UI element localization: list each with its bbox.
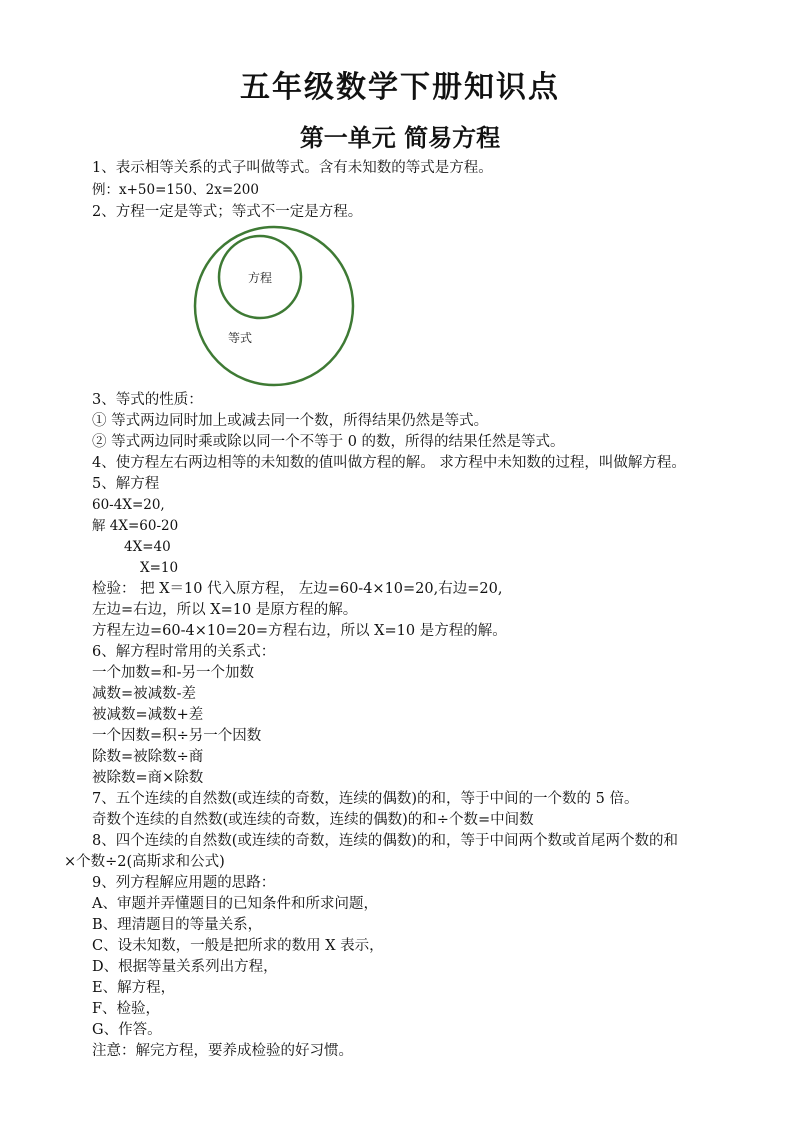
text-line: B、理清题目的等量关系， xyxy=(92,917,263,933)
text-line: 奇数个连续的自然数(或连续的奇数，连续的偶数)的和÷个数=中间数 xyxy=(92,812,534,828)
text-line: G、作答。 xyxy=(92,1022,162,1038)
text-line: 5、解方程 xyxy=(92,476,160,492)
text-line: 被减数=减数+差 xyxy=(92,707,204,723)
inner-circle-label: 方程 xyxy=(247,271,273,285)
document-title: 五年级数学下册知识点 xyxy=(240,70,560,105)
text-line: 4X=40 xyxy=(124,539,171,555)
text-line: 解 4X=60-20 xyxy=(92,518,179,534)
text-line: 60-4X=20, xyxy=(92,497,165,513)
text-line: ① 等式两边同时加上或减去同一个数，所得结果仍然是等式。 xyxy=(92,413,489,429)
text-line: 8、四个连续的自然数(或连续的奇数，连续的偶数)的和，等于中间两个数或首尾两个数的和 xyxy=(92,833,679,849)
text-line: E、解方程， xyxy=(92,980,176,996)
text-line: 2、方程一定是等式；等式不一定是方程。 xyxy=(92,204,363,220)
text-line: 注意：解完方程，要养成检验的好习惯。 xyxy=(92,1043,353,1059)
text-line: 方程左边=60-4×10=20=方程右边，所以 X=10 是方程的解。 xyxy=(92,623,507,639)
outer-circle-label: 等式 xyxy=(227,331,253,345)
text-line: 3、等式的性质： xyxy=(92,392,203,408)
outer-circle-equality xyxy=(195,227,353,385)
text-line: 一个加数=和-另一个加数 xyxy=(92,665,255,681)
text-line: 1、表示相等关系的式子叫做等式。含有未知数的等式是方程。 xyxy=(92,160,493,176)
text-line: A、审题并弄懂题目的已知条件和所求问题， xyxy=(92,896,378,912)
unit-heading: 第一单元 简易方程 xyxy=(299,123,501,152)
text-line: C、设未知数，一般是把所求的数用 X 表示， xyxy=(92,938,384,954)
text-line: ② 等式两边同时乘或除以同一个不等于 0 的数，所得的结果任然是等式。 xyxy=(92,434,565,450)
text-line: 6、解方程时常用的关系式： xyxy=(92,644,276,660)
equation-venn-diagram xyxy=(168,224,388,388)
text-line: 减数=被减数-差 xyxy=(92,686,197,702)
text-line: 9、列方程解应用题的思路： xyxy=(92,875,276,891)
text-line: D、根据等量关系列出方程， xyxy=(92,959,278,975)
text-line: 7、五个连续的自然数(或连续的奇数，连续的偶数)的和，等于中间的一个数的 5 倍。 xyxy=(92,791,639,807)
text-line: ×个数÷2(高斯求和公式) xyxy=(64,854,225,870)
text-line: F、检验， xyxy=(92,1001,161,1017)
text-line: 左边=右边，所以 X=10 是原方程的解。 xyxy=(92,602,358,618)
text-line: 4、使方程左右两边相等的未知数的值叫做方程的解。 求方程中未知数的过程，叫做解方程。 xyxy=(92,455,686,471)
text-line: X=10 xyxy=(140,560,179,576)
text-line: 被除数=商×除数 xyxy=(92,770,204,786)
text-line: 例：x+50=150、2x=200 xyxy=(92,182,259,198)
text-line: 除数=被除数÷商 xyxy=(92,749,204,765)
text-line: 一个因数=积÷另一个因数 xyxy=(92,728,262,744)
text-line: 检验： 把 X＝10 代入原方程， 左边=60-4×10=20,右边=20, xyxy=(92,581,503,597)
